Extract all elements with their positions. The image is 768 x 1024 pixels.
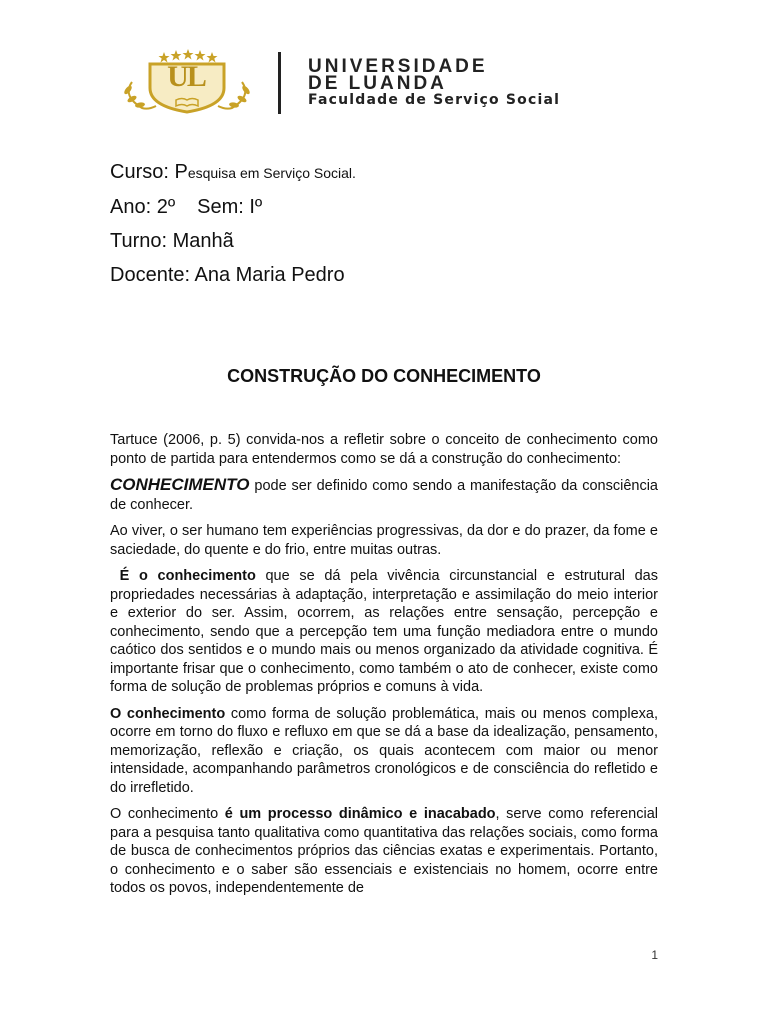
paragraph-text: pode ser definido como sendo a manifestação da consciência de conhecer. [110, 478, 658, 513]
course-line [110, 161, 356, 184]
paragraph-text: que se dá pela vivência circunstancial e estrutural das propriedades necessárias à adaptação, interpretação e assimilação do meio interior e exterior do ser. Assim, ocorrem, as relações entre sensação, percepção e conhecimento, sendo que a percepção tem uma função mediadora entre o mundo caótico dos sentidos e o mundo mais ou menos organizado da atividade cognitiva. É importante frisar que o conhecimento, como também o ato de conhecer, existe como forma de solução de problemas próprios e comuns à vida. [110, 568, 658, 695]
paragraph [110, 705, 658, 798]
document-title: CONSTRUÇÃO DO CONHECIMENTO [227, 366, 541, 386]
teacher-line: Docente: Ana Maria Pedro [110, 264, 345, 286]
year-semester-line [110, 196, 262, 219]
bold-phrase: É o conhecimento [119, 568, 256, 584]
semester-value: Sem: Iº [197, 196, 263, 218]
university-name-line2: DE LUANDA [308, 73, 447, 94]
paragraph-text: como forma de solução problemática, mais ou menos complexa, ocorre em torno do fluxo e refluxo em que se dá a base da idealização, pensamento, memorização, reflexão e criação, os quais acontecem com maior ou menor intensidade, acompanhando parâmetros cronológicos e de consciência do refletido e do irrefletido. [110, 705, 658, 796]
university-name [308, 58, 488, 92]
paragraph: Tartuce (2006, p. 5) convida-nos a refletir sobre o conceito de conhecimento como ponto de partida para entendermos como se dá a construção do conhecimento: [110, 432, 658, 467]
year-value: Ano: 2º [110, 196, 176, 218]
emphasis-term: CONHECIMENTO [110, 475, 250, 494]
header-divider [278, 52, 281, 114]
paragraph [110, 805, 658, 898]
paragraph-text: O conhecimento [110, 806, 225, 822]
course-name: esquisa em Serviço Social. [187, 165, 356, 181]
paragraph: Ao viver, o ser humano tem experiências progressivas, da dor e do prazer, da fome e saciedade, do quente e do frio, entre muitas outras. [110, 523, 658, 558]
paragraph-text: , serve como referencial para a pesquisa tanto qualitativa como quantitativa das relações sociais, como forma de busca de conhecimentos próprios das ciências exatas e experimentais. Portanto, o conhecimento e o saber são essenciais e existenciais no homem, ocorre entre todos os povos, independentemente de [110, 806, 658, 896]
logo-letters: UL [167, 60, 205, 93]
course-label: Curso: [110, 161, 175, 183]
shift-line: Turno: Manhã [110, 230, 234, 252]
page-number: 1 [651, 948, 658, 962]
bold-phrase: é um processo dinâmico e inacabado [224, 806, 496, 822]
paragraph [110, 567, 658, 697]
course-initial: P [174, 161, 188, 183]
university-name-line1: UNIVERSIDADE [308, 56, 488, 77]
bold-phrase: O conhecimento [110, 705, 226, 722]
faculty-name: Faculdade de Serviço Social [308, 92, 561, 108]
paragraph [110, 476, 658, 514]
document-body [110, 431, 658, 906]
